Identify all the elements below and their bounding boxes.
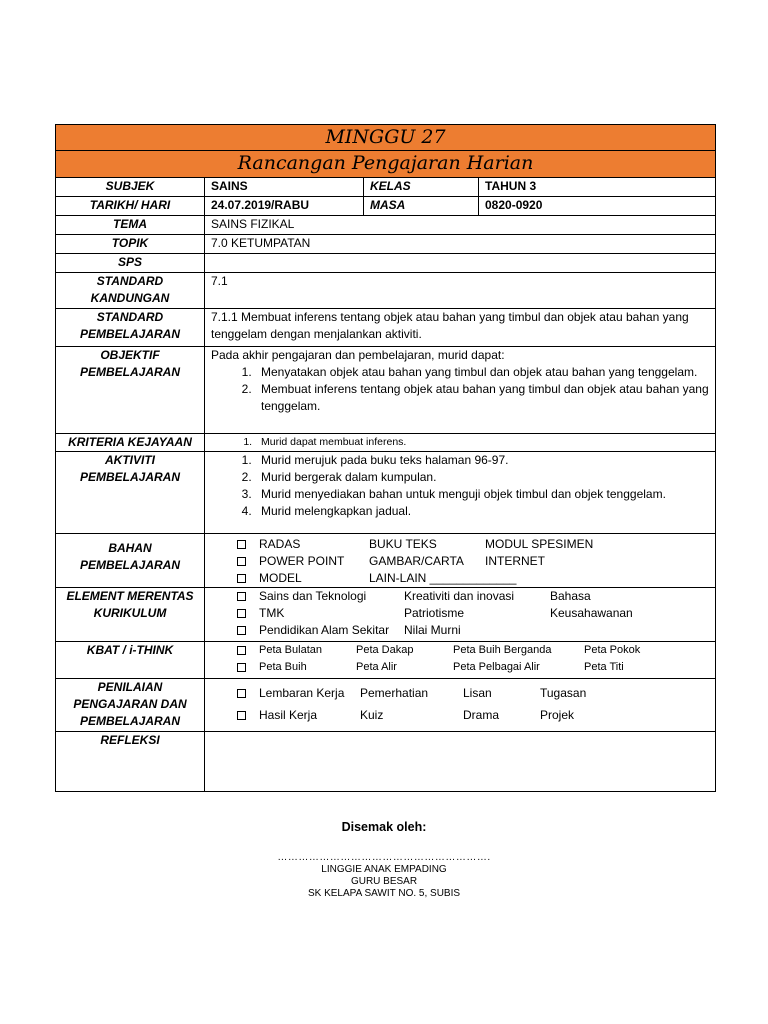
bahan-row: POWER POINT GAMBAR/CARTA INTERNET: [211, 553, 709, 570]
checkbox[interactable]: [237, 609, 246, 618]
emk-row: TMK Patriotisme Keusahawanan: [211, 605, 709, 622]
signatory-block: [0, 864, 768, 900]
masa-label: MASA: [364, 197, 479, 216]
checkbox[interactable]: [237, 663, 246, 672]
list-item: 2. Membuat inferens tentang objek atau bahan yang timbul dan objek atau bahan yang tenggelam.: [255, 381, 709, 415]
objektif-intro: Pada akhir pengajaran dan pembelajaran, murid dapat:: [211, 348, 505, 362]
checkbox[interactable]: [237, 574, 246, 583]
rph-form: [55, 124, 715, 792]
list-item: 1. Murid dapat membuat inferens.: [255, 434, 709, 451]
objektif-label: OBJEKTIF PEMBELAJARAN: [56, 347, 205, 434]
tarikh-label: TARIKH/ HARI: [56, 197, 205, 216]
penilaian-label: PENILAIAN PENGAJARAN DAN PEMBELAJARAN: [56, 679, 205, 732]
school-name: SK KELAPA SAWIT NO. 5, SUBIS: [307, 888, 461, 899]
kriteria-cell: [205, 434, 716, 452]
topik-value: 7.0 KETUMPATAN: [205, 235, 716, 254]
penilaian-row: Hasil Kerja Kuiz Drama Projek: [211, 704, 709, 726]
checkbox[interactable]: [237, 592, 246, 601]
kriteria-list: [211, 434, 709, 451]
tema-value: SAINS FIZIKAL: [205, 216, 716, 235]
checkbox[interactable]: [237, 711, 246, 720]
tema-label: TEMA: [56, 216, 205, 235]
kbat-cell: [205, 642, 716, 679]
list-item: 1. Menyatakan objek atau bahan yang timbul dan objek atau bahan yang tenggelam.: [255, 364, 709, 381]
standard-pembelajaran-value: 7.1.1 Membuat inferens tentang objek atau bahan yang timbul dan objek atau bahan yang tenggelam dengan menjalankan aktiviti.: [205, 309, 716, 347]
list-item: 3. Murid menyediakan bahan untuk menguji objek timbul dan objek tenggelam.: [255, 486, 709, 503]
refleksi-value: [205, 732, 716, 792]
bahan-row: MODEL LAIN-LAIN _____________: [211, 570, 709, 587]
kbat-row: Peta Bulatan Peta Dakap Peta Buih Berganda Peta Pokok: [211, 642, 709, 659]
signatory-position: GURU BESAR: [350, 876, 418, 887]
bahan-cell: [205, 534, 716, 588]
subjek-value: SAINS: [205, 178, 364, 197]
standard-pembelajaran-label: STANDARD PEMBELAJARAN: [56, 309, 205, 347]
aktiviti-label: AKTIVITI PEMBELAJARAN: [56, 452, 205, 534]
kelas-label: KELAS: [364, 178, 479, 197]
sps-label: SPS: [56, 254, 205, 273]
checkbox[interactable]: [237, 557, 246, 566]
disemak-label: Disemak oleh:: [341, 820, 427, 834]
emk-row: Pendidikan Alam Sekitar Nilai Murni: [211, 622, 709, 639]
objektif-cell: [205, 347, 716, 434]
kriteria-label: KRITERIA KEJAYAAN: [56, 434, 205, 452]
tarikh-value: 24.07.2019/RABU: [205, 197, 364, 216]
list-item: 2. Murid bergerak dalam kumpulan.: [255, 469, 709, 486]
list-item: 1. Murid merujuk pada buku teks halaman 96-97.: [255, 452, 709, 469]
kelas-value: TAHUN 3: [479, 178, 716, 197]
kbat-label: KBAT / i-THINK: [56, 642, 205, 679]
emk-cell: [205, 588, 716, 642]
emk-row: Sains dan Teknologi Kreativiti dan inovasi Bahasa: [211, 588, 709, 605]
checkbox[interactable]: [237, 626, 246, 635]
signatory-name: LINGGIE ANAK EMPADING: [321, 864, 447, 875]
checkbox[interactable]: [237, 689, 246, 698]
standard-kandungan-value: 7.1: [205, 273, 716, 309]
rph-table: [55, 124, 716, 792]
week-title: MINGGU 27: [56, 125, 716, 151]
penilaian-cell: [205, 679, 716, 732]
standard-kandungan-label: STANDARD KANDUNGAN: [56, 273, 205, 309]
list-item: 4. Murid melengkapkan jadual.: [255, 503, 709, 520]
bahan-label: BAHAN PEMBELAJARAN: [56, 534, 205, 588]
checkbox[interactable]: [237, 540, 246, 549]
topik-label: TOPIK: [56, 235, 205, 254]
page-title: Rancangan Pengajaran Harian: [56, 151, 716, 178]
aktiviti-list: [211, 452, 709, 520]
subjek-label: SUBJEK: [56, 178, 205, 197]
objektif-list: [211, 364, 709, 415]
refleksi-label: REFLEKSI: [56, 732, 205, 792]
sps-value: [205, 254, 716, 273]
checkbox[interactable]: [237, 646, 246, 655]
masa-value: 0820-0920: [479, 197, 716, 216]
penilaian-row: Lembaran Kerja Pemerhatian Lisan Tugasan: [211, 682, 709, 704]
emk-label: ELEMENT MERENTAS KURIKULUM: [56, 588, 205, 642]
signature-line: …………………………………………………….: [277, 852, 491, 863]
kbat-row: Peta Buih Peta Alir Peta Pelbagai Alir Peta Titi: [211, 659, 709, 676]
bahan-row: RADAS BUKU TEKS MODUL SPESIMEN: [211, 536, 709, 553]
aktiviti-cell: [205, 452, 716, 534]
